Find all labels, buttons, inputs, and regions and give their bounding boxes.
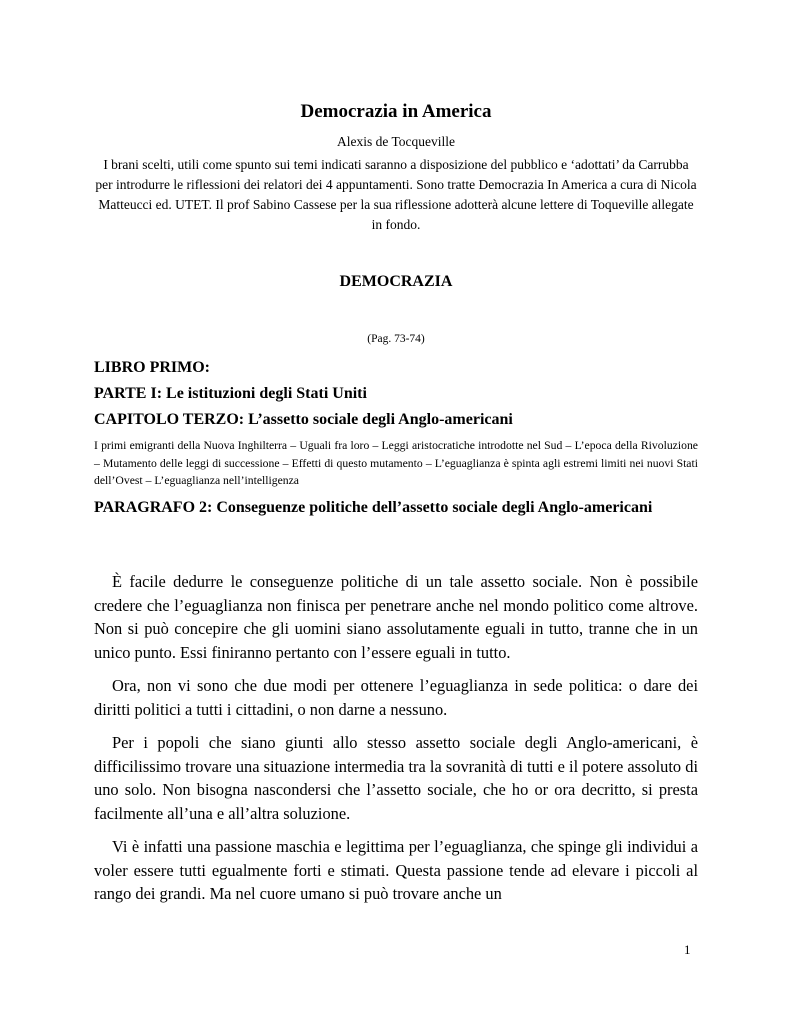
page-number: 1 bbox=[684, 942, 691, 957]
body-paragraph: Per i popoli che siano giunti allo stesso assetto sociale degli Anglo-americani, è difficilissimo trovare una situazione intermedia tra la sovranità di tutti e il potere assoluto di uno solo. Non bisogna nascondersi che l’assetto sociale, che ho or ora decritto, si presta facilmente all’una e all’altra soluzione. bbox=[94, 733, 698, 823]
body-paragraph: È facile dedurre le conseguenze politiche di un tale assetto sociale. Non è possibile credere che l’eguaglianza non finisca per penetrare anche nel mondo politico come altrove. Non si può concepire che gli uomini siano assolutamente eguali in tutto, tranne che in un unico punto. Essi finiranno pertanto con l’essere eguali in tutto. bbox=[94, 572, 698, 662]
chapter-heading: CAPITOLO TERZO: L’assetto sociale degli Anglo-americani bbox=[94, 411, 513, 428]
chapter-summary: I primi emigranti della Nuova Inghilterra – Uguali fra loro – Leggi aristocratiche introdotte nel Sud – L’epoca della Rivoluzione – Mutamento delle leggi di successione – Effetti di questo mutamento – L’eguaglianza è spinta agli estremi limiti nei nuovi Stati dell’Ovest – L’eguaglianza nell’intelligenza bbox=[94, 439, 698, 487]
book-heading: LIBRO PRIMO: bbox=[94, 359, 210, 376]
body-text bbox=[94, 570, 698, 916]
body-paragraph: Ora, non vi sono che due modi per ottenere l’eguaglianza in sede politica: o dare dei diritti politici a tutti i cittadini, o non darne a nessuno. bbox=[94, 676, 698, 719]
intro-text: I brani scelti, utili come spunto sui temi indicati saranno a disposizione del pubblico e ‘adottati’ da Carrubba per introdurre le riflessioni dei relatori dei 4 appuntamenti. Sono tratte Democrazia In America a cura di Nicola Matteucci ed. UTET. Il prof Sabino Cassese per la sua riflessione adotterà alcune lettere di Toqueville allegate in fondo. bbox=[95, 157, 697, 232]
document-title: Democrazia in America bbox=[300, 101, 492, 122]
paragraph-heading: PARAGRAFO 2: Conseguenze politiche dell’assetto sociale degli Anglo-americani bbox=[94, 499, 653, 516]
part-heading: PARTE I: Le istituzioni degli Stati Uniti bbox=[94, 385, 367, 402]
page-reference: (Pag. 73-74) bbox=[367, 333, 425, 345]
section-heading: DEMOCRAZIA bbox=[339, 273, 453, 290]
body-paragraph: Vi è infatti una passione maschia e legittima per l’eguaglianza, che spinge gli individui a voler essere tutti egualmente forti e stimati. Questa passione tende ad elevare i piccoli al rango dei grandi. Ma nel cuore umano si può trovare anche un bbox=[94, 837, 698, 903]
document-author: Alexis de Tocqueville bbox=[336, 134, 456, 149]
